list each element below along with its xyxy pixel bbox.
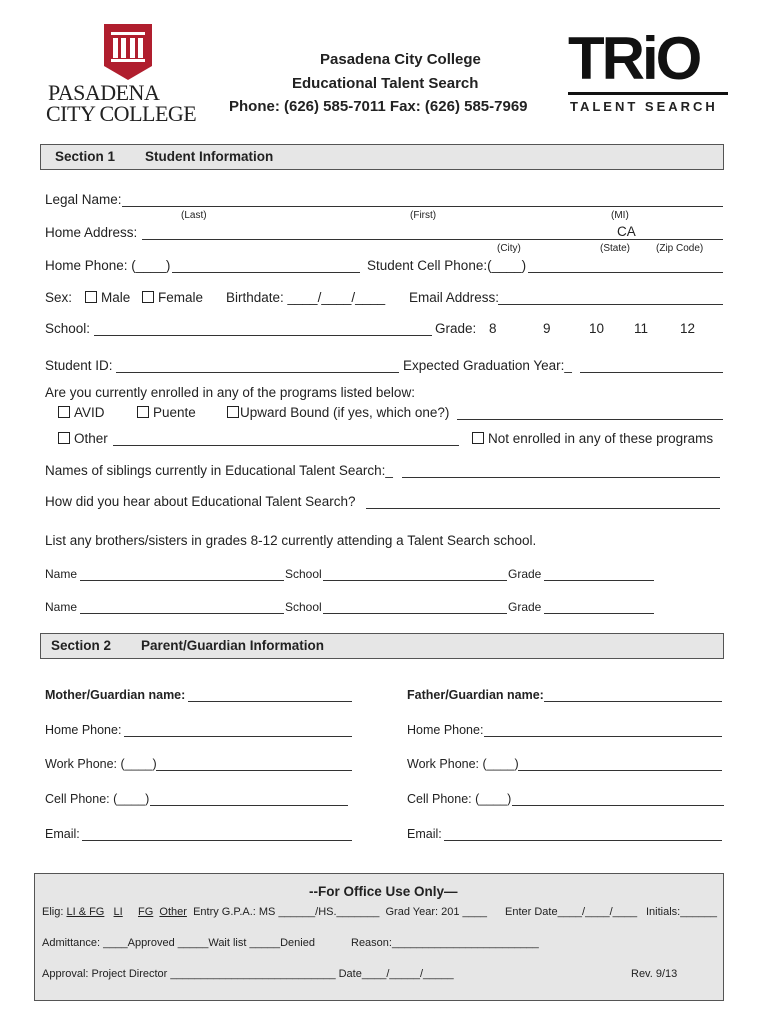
- expected-grad-label: Expected Graduation Year:_: [403, 358, 572, 373]
- grad-year[interactable]: Grad Year: 201 ____: [385, 906, 488, 918]
- city-caption: (City): [497, 243, 521, 254]
- father-email-label: Email:: [407, 827, 442, 841]
- header-program: Educational Talent Search: [292, 75, 479, 92]
- puente-label: Puente: [153, 405, 196, 420]
- enter-date[interactable]: Enter Date____/____/____: [505, 906, 638, 918]
- email-label: Email Address:: [409, 290, 500, 305]
- sib1-name-label: Name: [45, 567, 78, 581]
- female-option[interactable]: [142, 290, 203, 305]
- reason[interactable]: Reason:________________________: [351, 937, 539, 949]
- mother-cell-phone-label: Cell Phone: (____): [45, 792, 150, 806]
- upward-option[interactable]: [227, 405, 449, 420]
- section2-bar: [40, 633, 724, 659]
- grade-option-8[interactable]: 8: [489, 321, 497, 336]
- first-caption: (First): [410, 210, 437, 221]
- male-option[interactable]: [85, 290, 130, 305]
- student-cell-label: Student Cell Phone:(____): [367, 258, 527, 273]
- mother-home-phone-label: Home Phone:: [45, 723, 122, 737]
- section2-number: Section 2: [51, 638, 112, 653]
- father-home-phone-label: Home Phone:: [407, 723, 484, 737]
- mother-email-input[interactable]: [82, 840, 352, 841]
- not-enrolled-checkbox[interactable]: [472, 432, 484, 444]
- upward-label: Upward Bound (if yes, which one?): [240, 405, 450, 420]
- state-caption: (State): [600, 243, 631, 254]
- office-title: --For Office Use Only—: [309, 884, 458, 899]
- home-phone-input[interactable]: [172, 272, 360, 273]
- section1-title: Student Information: [145, 149, 274, 164]
- elig-other[interactable]: Other: [159, 906, 187, 918]
- sib1-school-input[interactable]: [323, 580, 507, 581]
- home-address-label: Home Address:: [45, 225, 138, 240]
- sib1-grade-input[interactable]: [544, 580, 654, 581]
- siblings-label: Names of siblings currently in Educational Talent Search:_: [45, 463, 393, 478]
- sib2-grade-label: Grade: [508, 600, 542, 614]
- mother-home-phone-input[interactable]: [124, 736, 352, 737]
- zip-caption: (Zip Code): [656, 243, 704, 254]
- other-label: Other: [74, 431, 108, 446]
- admittance[interactable]: Admittance: ____Approved _____Wait list _____Denied: [42, 937, 315, 949]
- elig-li[interactable]: LI: [113, 906, 123, 918]
- header-phone: Phone: (626) 585-7011 Fax: (626) 585-7969: [229, 98, 528, 115]
- birthdate-field[interactable]: Birthdate: ____/____/____: [226, 290, 386, 305]
- sib1-school-label: School: [285, 567, 322, 581]
- pcc-seal-icon: [100, 18, 156, 82]
- father-work-phone-label: Work Phone: (____): [407, 757, 519, 771]
- enrolled-question: Are you currently enrolled in any of the programs listed below:: [45, 385, 415, 400]
- mother-email-label: Email:: [45, 827, 80, 841]
- grade-option-10[interactable]: 10: [589, 321, 605, 336]
- state-value: CA: [617, 224, 636, 239]
- school-label: School:: [45, 321, 91, 336]
- not-enrolled-label: Not enrolled in any of these programs: [488, 431, 714, 446]
- hear-input[interactable]: [366, 508, 720, 509]
- father-name-label: Father/Guardian name:: [407, 688, 544, 702]
- expected-grad-input[interactable]: [580, 372, 723, 373]
- father-cell-phone-input[interactable]: [512, 805, 724, 806]
- student-id-label: Student ID:: [45, 358, 113, 373]
- hear-label: How did you hear about Educational Talent Search?: [45, 494, 356, 509]
- home-phone-label: Home Phone: (____): [45, 258, 171, 273]
- sib1-name-input[interactable]: [80, 580, 284, 581]
- siblings-input[interactable]: [402, 477, 720, 478]
- elig-li-fg[interactable]: LI & FG: [66, 906, 105, 918]
- sib1-grade-label: Grade: [508, 567, 542, 581]
- initials[interactable]: Initials:______: [646, 906, 717, 918]
- upward-input[interactable]: [457, 419, 723, 420]
- trio-word: TRiO: [568, 25, 700, 92]
- home-address-input[interactable]: [142, 239, 723, 240]
- sib2-grade-input[interactable]: [544, 613, 654, 614]
- student-cell-input[interactable]: [528, 272, 723, 273]
- other-input[interactable]: [113, 445, 459, 446]
- school-input[interactable]: [94, 335, 432, 336]
- sib2-school-input[interactable]: [323, 613, 507, 614]
- sib2-name-label: Name: [45, 600, 78, 614]
- grade-label: Grade:: [435, 321, 477, 336]
- mother-work-phone-input[interactable]: [156, 770, 352, 771]
- female-checkbox[interactable]: [142, 291, 154, 303]
- mother-work-phone-label: Work Phone: (____): [45, 757, 157, 771]
- father-cell-phone-label: Cell Phone: (____): [407, 792, 512, 806]
- father-home-phone-input[interactable]: [484, 736, 722, 737]
- trio-underline: [568, 92, 728, 95]
- student-id-input[interactable]: [116, 372, 399, 373]
- revision: Rev. 9/13: [631, 968, 678, 980]
- father-work-phone-input[interactable]: [518, 770, 722, 771]
- elig-fg[interactable]: FG: [138, 906, 154, 918]
- male-label: Male: [101, 290, 131, 305]
- mi-caption: (MI): [611, 210, 629, 221]
- section1-number: Section 1: [55, 149, 116, 164]
- grade-option-12[interactable]: 12: [680, 321, 696, 336]
- office-use-box: [34, 873, 724, 1001]
- list-siblings-label: List any brothers/sisters in grades 8-12 currently attending a Talent Search school.: [45, 533, 537, 548]
- email-input[interactable]: [498, 304, 723, 305]
- trio-sub: TALENT SEARCH: [570, 99, 718, 114]
- upward-checkbox[interactable]: [227, 406, 239, 418]
- office-elig-row: [42, 906, 487, 918]
- not-enrolled-option[interactable]: [472, 431, 713, 446]
- approval[interactable]: Approval: Project Director ___________________________ Date____/_____/_____: [42, 968, 454, 980]
- section2-title: Parent/Guardian Information: [141, 638, 325, 653]
- other-option[interactable]: [58, 431, 108, 446]
- grade-option-9[interactable]: 9: [543, 321, 551, 336]
- father-email-input[interactable]: [444, 840, 722, 841]
- sib2-school-label: School: [285, 600, 322, 614]
- puente-checkbox[interactable]: [137, 406, 149, 418]
- sib2-name-input[interactable]: [80, 613, 284, 614]
- header-college: Pasadena City College: [320, 51, 481, 68]
- father-name-input[interactable]: [544, 701, 722, 702]
- female-label: Female: [158, 290, 204, 305]
- logo-line1: PASADENA: [48, 80, 160, 105]
- logo-line2: CITY COLLEGE: [46, 101, 197, 126]
- avid-option[interactable]: [58, 405, 105, 420]
- avid-label: AVID: [74, 405, 105, 420]
- puente-option[interactable]: [137, 405, 196, 420]
- last-caption: (Last): [181, 210, 207, 221]
- sex-label: Sex:: [45, 290, 73, 305]
- mother-name-label: Mother/Guardian name:: [45, 688, 186, 702]
- grade-option-11[interactable]: 11: [634, 321, 649, 336]
- trio-logo: [568, 25, 730, 120]
- male-checkbox[interactable]: [85, 291, 97, 303]
- section1-bar: [40, 144, 724, 170]
- other-checkbox[interactable]: [58, 432, 70, 444]
- legal-name-input[interactable]: [122, 206, 723, 207]
- mother-cell-phone-input[interactable]: [150, 805, 348, 806]
- legal-name-label: Legal Name:: [45, 192, 122, 207]
- mother-name-input[interactable]: [188, 701, 352, 702]
- avid-checkbox[interactable]: [58, 406, 70, 418]
- elig-label: Elig:: [42, 906, 64, 918]
- entry-gpa[interactable]: Entry G.P.A.: MS ______/HS._______: [193, 906, 380, 918]
